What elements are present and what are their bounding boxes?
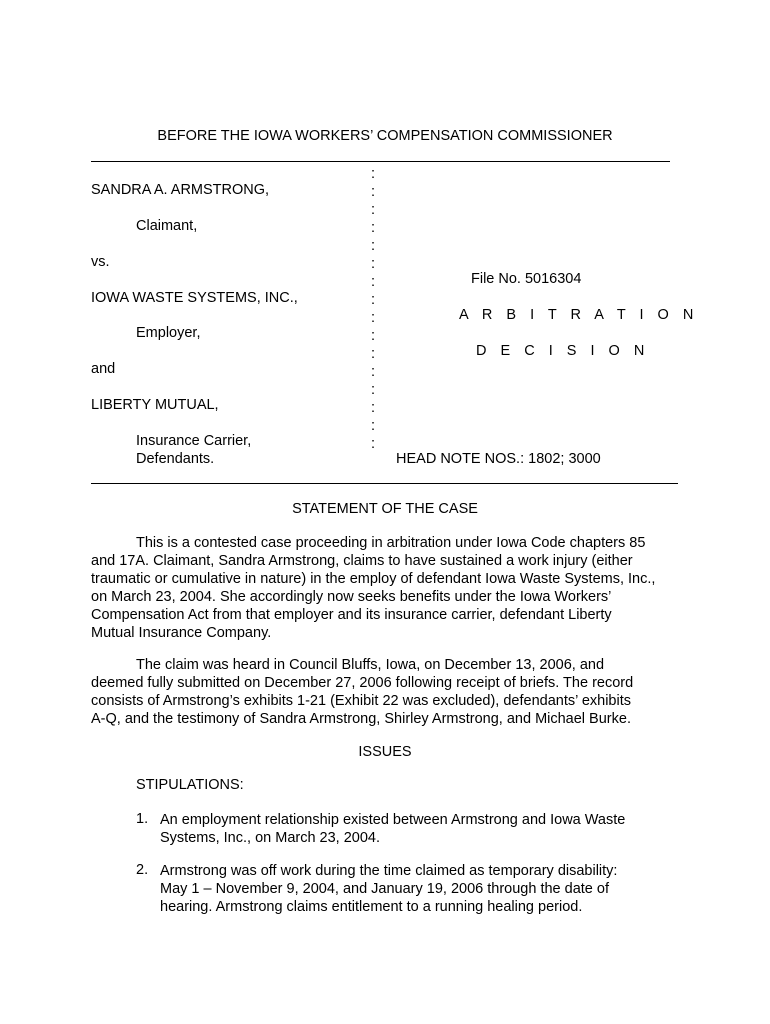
caption-colon-divider: : : : : : : : : : : : : : : : : (370, 166, 376, 452)
page-title: BEFORE THE IOWA WORKERS’ COMPENSATION COMMISSIONER (157, 128, 613, 144)
list-item: An employment relationship existed between Armstrong and Iowa Waste Systems, Inc., on March 23, 2004. (160, 812, 626, 846)
versus-text: vs. (91, 254, 110, 270)
list-item-number: 2. (136, 862, 149, 878)
decision-type-decision: D E C I S I O N (476, 343, 650, 359)
claimant-name: SANDRA A. ARMSTRONG, (91, 182, 270, 198)
statement-paragraph-1: This is a contested case proceeding in arbitration under Iowa Code chapters 85 and 17A. Claimant, Sandra Armstrong, claims to have sustained a work injury (either traumatic or cumulative in nature) in the employ of defendant Iowa Waste Systems, Inc., on March 23, 2004. She accordingly now seeks benefits under the Iowa Workers’ Compensation Act from that employer and its insurance carrier, defendant Liberty Mutual Insurance Company. (91, 535, 656, 641)
decision-type-arbitration: A R B I T R A T I O N (459, 307, 699, 323)
list-item: Armstrong was off work during the time claimed as temporary disability: May 1 – November 9, 2004, and January 19, 2006 through the date of hearing. Armstrong claims entitlement to a running healing period. (160, 863, 618, 915)
claimant-role: Claimant, (136, 218, 198, 234)
employer-role: Employer, (136, 325, 201, 341)
and-text: and (91, 361, 116, 377)
employer-name: IOWA WASTE SYSTEMS, INC., (91, 290, 298, 306)
caption-top-rule (91, 161, 670, 162)
stipulations-label: STIPULATIONS: (136, 777, 244, 793)
file-number: File No. 5016304 (471, 271, 582, 287)
issues-heading: ISSUES (358, 744, 412, 760)
statement-heading: STATEMENT OF THE CASE (292, 501, 478, 517)
list-item-number: 1. (136, 811, 149, 827)
defendants-role: Defendants. (136, 451, 215, 467)
carrier-role: Insurance Carrier, (136, 433, 252, 449)
statement-paragraph-2: The claim was heard in Council Bluffs, Iowa, on December 13, 2006, and deemed fully submitted on December 27, 2006 following receipt of briefs. The record consists of Armstrong’s exhibits 1-21 (Exhibit 22 was excluded), defendants’ exhibits A-Q, and the testimony of Sandra Armstrong, Shirley Armstrong, and Michael Burke. (91, 657, 634, 727)
carrier-name: LIBERTY MUTUAL, (91, 397, 219, 413)
head-note-numbers: HEAD NOTE NOS.: 1802; 3000 (396, 451, 601, 467)
caption-bottom-rule (91, 483, 678, 484)
